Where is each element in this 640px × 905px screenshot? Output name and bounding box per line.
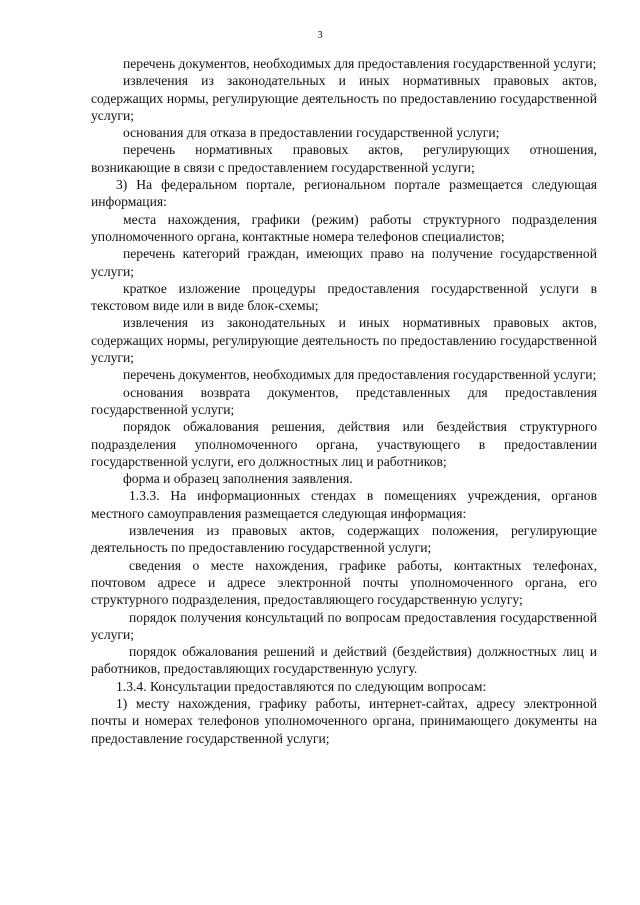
paragraph: порядок обжалования решений и действий (бездействия) должностных лиц и работников, предоставляющих государственную услугу. bbox=[91, 644, 597, 677]
paragraph: краткое изложение процедуры предоставления государственной услуги в текстовом виде или в виде блок-схемы; bbox=[91, 280, 597, 314]
paragraph: сведения о месте нахождения, графике работы, контактных телефонах, почтовом адресе и адресе электронной почты уполномоченного органа, его структурного подразделения, предоставляющего государственную услугу; bbox=[91, 557, 597, 608]
paragraph: перечень документов, необходимых для предоставления государственной услуги; bbox=[123, 367, 597, 383]
paragraph: порядок получения консультаций по вопросам предоставления государственной услуги; bbox=[91, 609, 597, 642]
paragraph: 1.3.4. Консультации предоставляются по следующим вопросам: bbox=[116, 678, 487, 694]
document-body bbox=[91, 55, 597, 747]
paragraph: порядок обжалования решения, действия или бездействия структурного подразделения уполномоченного органа, участвующего в предоставлении государственной услуги, его должностных лиц и работников; bbox=[91, 419, 597, 469]
paragraph: места нахождения, графики (режим) работы структурного подразделения уполномоченного органа, контактные номера телефонов специалистов; bbox=[91, 211, 597, 244]
paragraph: 3) На федеральном портале, региональном портале размещается следующая информация: bbox=[91, 177, 597, 210]
paragraph: 1.3.3. На информационных стендах в помещениях учреждения, органов местного самоуправления размещается следующая информация: bbox=[91, 488, 597, 521]
paragraph: извлечения из законодательных и иных нормативных правовых актов, содержащих нормы, регулирующие деятельность по предоставлению государственной услуги; bbox=[91, 315, 597, 366]
paragraph: извлечения из правовых актов, содержащих положения, регулирующие деятельность по предоставлению государственной услуги; bbox=[91, 523, 597, 556]
paragraph: перечень нормативных правовых актов, регулирующих отношения, возникающие в связи с предоставлением государственной услуги; bbox=[91, 142, 597, 175]
paragraph: форма и образец заполнения заявления. bbox=[123, 471, 353, 487]
paragraph: перечень категорий граждан, имеющих право на получение государственной услуги; bbox=[91, 246, 597, 279]
paragraph: основания для отказа в предоставлении государственной услуги; bbox=[123, 125, 500, 141]
paragraph: перечень документов, необходимых для предоставления государственной услуги; bbox=[123, 56, 597, 71]
page-number: 3 bbox=[317, 30, 323, 41]
paragraph: 1) месту нахождения, графику работы, интернет-сайтах, адресу электронной почты и номерах телефонов уполномоченного органа, принимающего документы на предоставление государственной услуги; bbox=[91, 695, 597, 746]
paragraph: извлечения из законодательных и иных нормативных правовых актов, содержащих нормы, регулирующие деятельность по предоставлению государственной услуги; bbox=[91, 73, 597, 123]
paragraph: основания возврата документов, представленных для предоставления государственной услуги; bbox=[91, 384, 597, 417]
